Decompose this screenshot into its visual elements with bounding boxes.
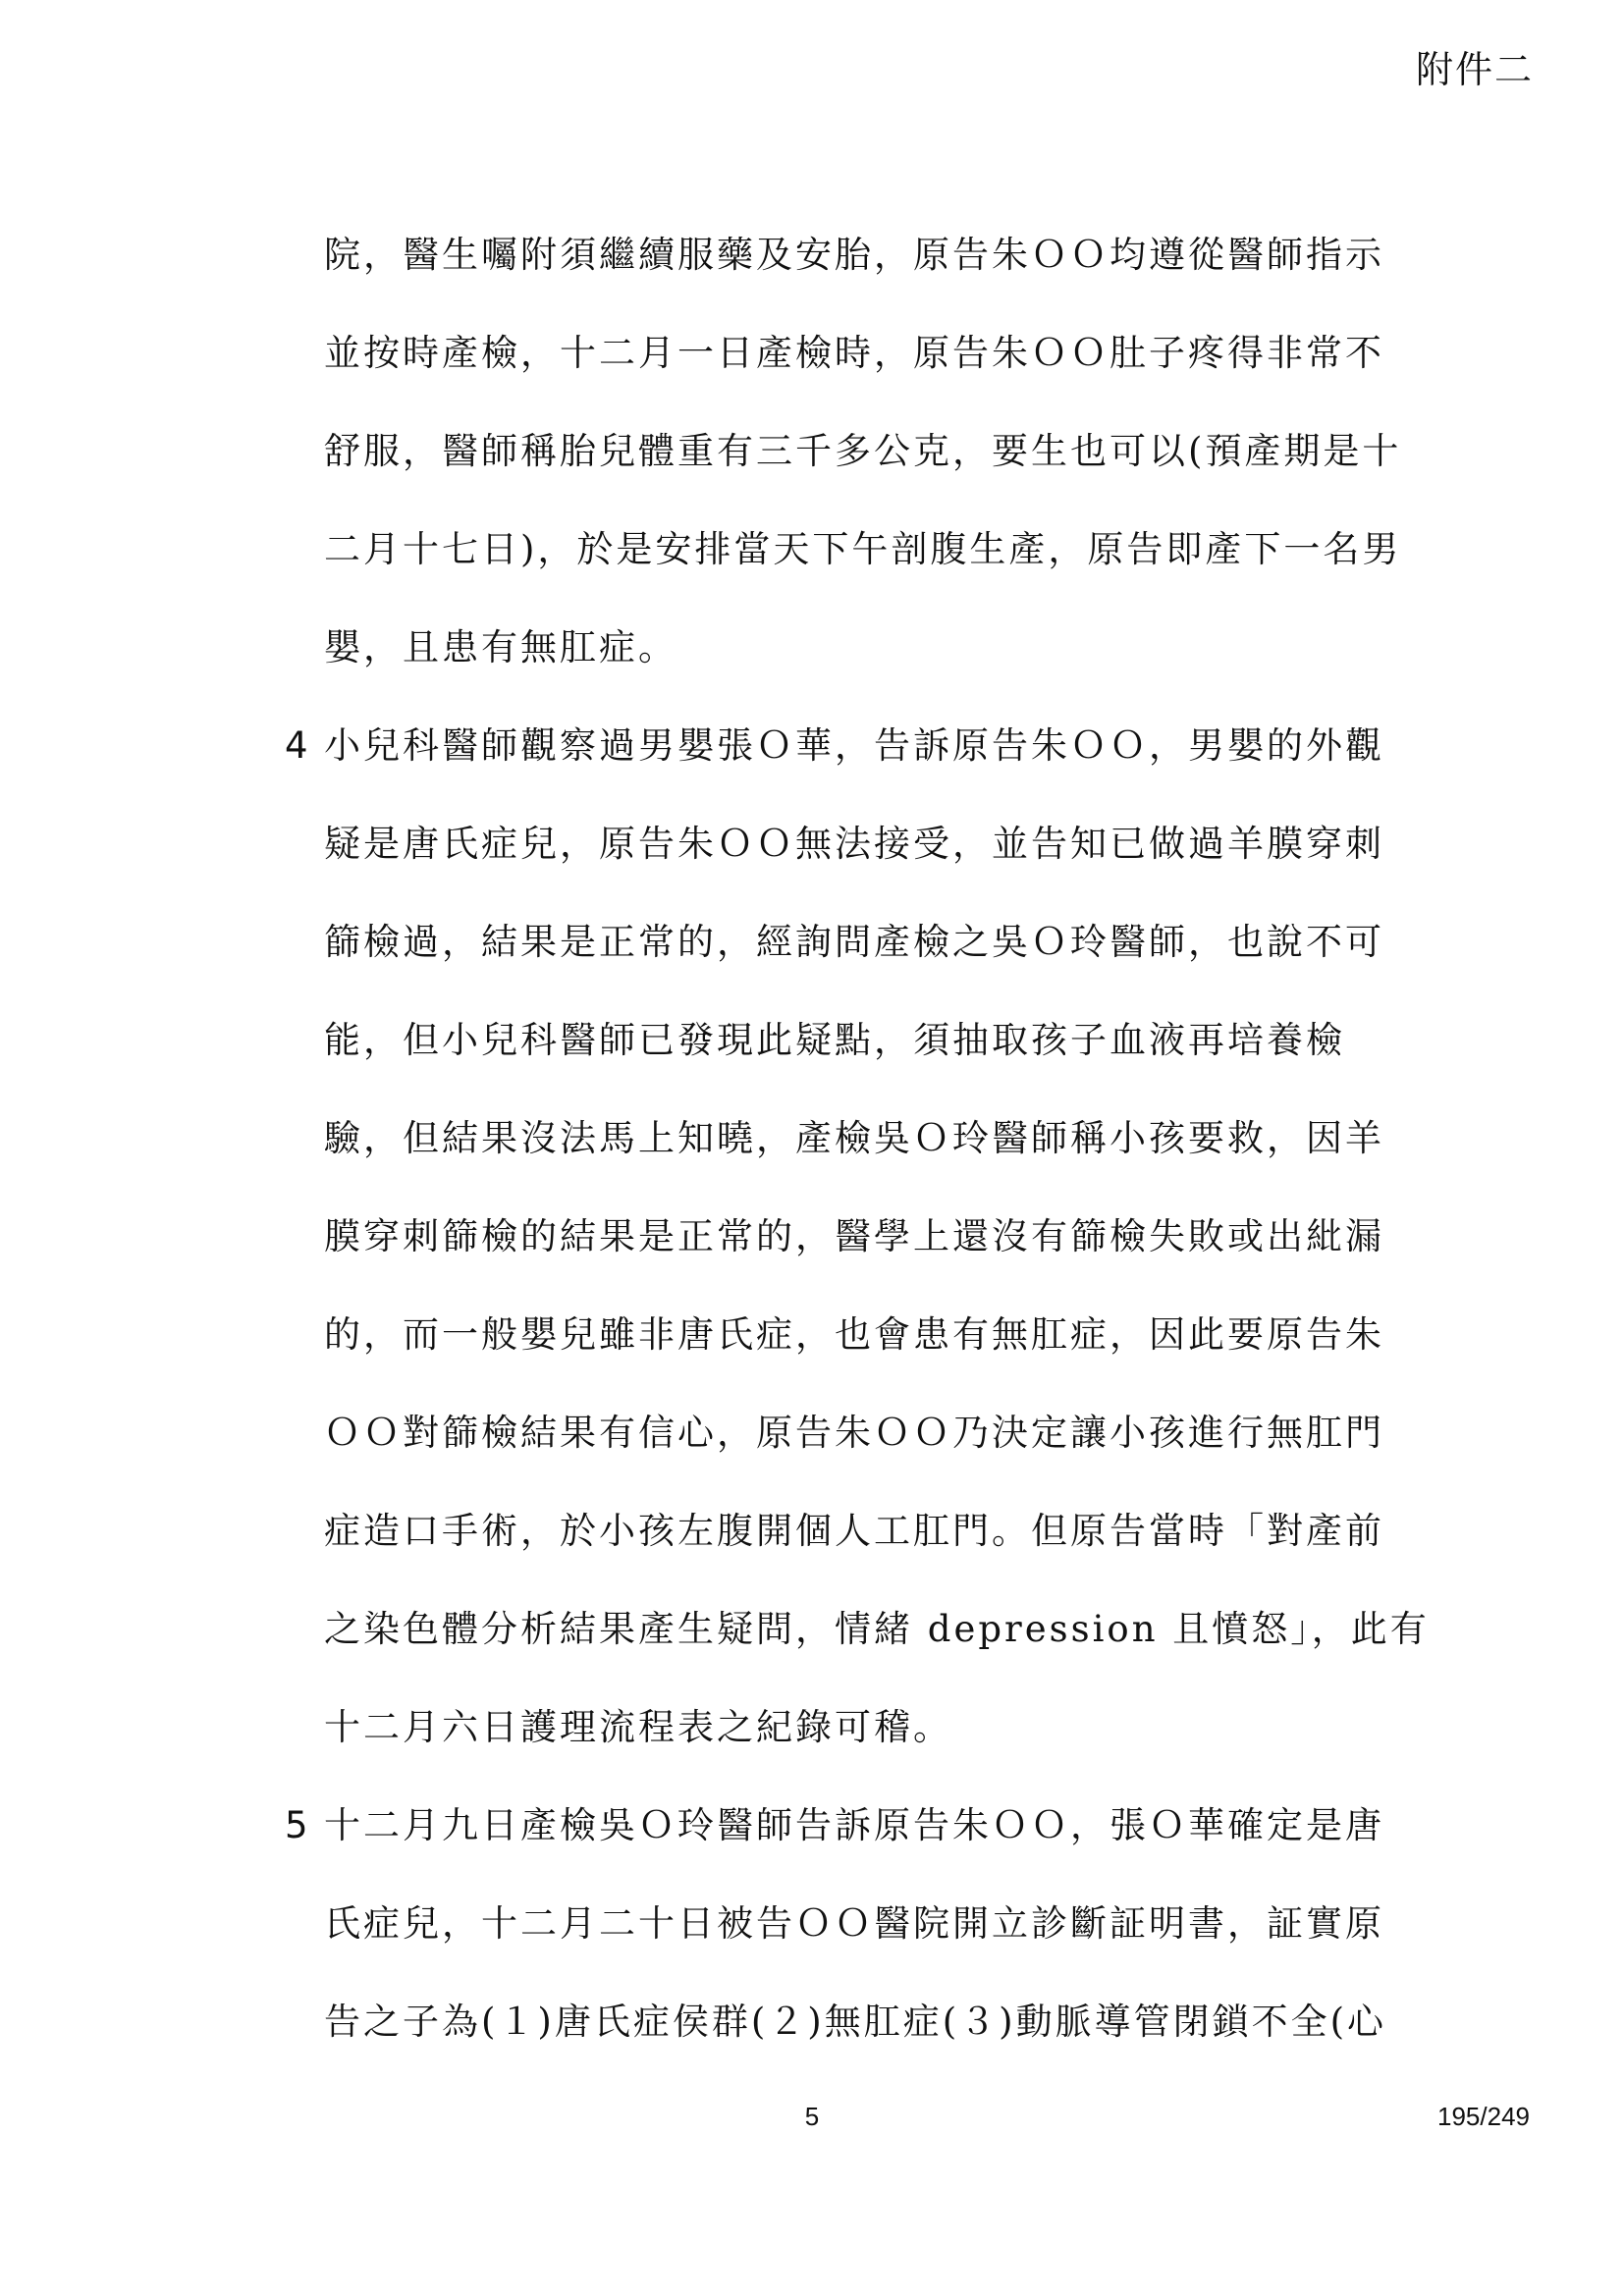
item-marker-4: 4 (285, 724, 311, 767)
text-line: 之染色體分析結果產生疑問，情緒 depression 且憤怒」，此有 (324, 1608, 1430, 1650)
text-line: 十二月九日產檢吳Ｏ玲醫師告訴原告朱ＯＯ，張Ｏ華確定是唐 (324, 1804, 1384, 1846)
text-line: 症造口手術，於小孩左腹開個人工肛門。但原告當時「對產前 (324, 1510, 1384, 1552)
text-line: 的，而一般嬰兒雖非唐氏症，也會患有無肛症，因此要原告朱 (324, 1313, 1384, 1356)
text-line: 告之子為(１)唐氏症侯群(２)無肛症(３)動脈導管閉鎖不全(心 (324, 2001, 1387, 2043)
text-line: 嬰，且患有無肛症。 (324, 626, 677, 668)
text-line: ＯＯ對篩檢結果有信心，原告朱ＯＯ乃決定讓小孩進行無肛門 (324, 1412, 1384, 1454)
attachment-label: 附件二 (1415, 48, 1534, 91)
text-line: 篩檢過，結果是正常的，經詢問產檢之吳Ｏ玲醫師，也說不可 (324, 921, 1384, 963)
text-line: 小兒科醫師觀察過男嬰張Ｏ華，告訴原告朱ＯＯ，男嬰的外觀 (324, 724, 1384, 767)
text-line: 膜穿刺篩檢的結果是正常的，醫學上還沒有篩檢失敗或出紕漏 (324, 1215, 1384, 1257)
text-line: 二月十七日)，於是安排當天下午剖腹生產，原告即產下一名男 (324, 528, 1402, 570)
page-count: 195/249 (1437, 2102, 1530, 2131)
text-line: 並按時產檢，十二月一日產檢時，原告朱ＯＯ肚子疼得非常不 (324, 332, 1384, 374)
text-line: 驗，但結果沒法馬上知曉，產檢吳Ｏ玲醫師稱小孩要救，因羊 (324, 1117, 1384, 1159)
list-item-4-first-line (285, 697, 1394, 795)
text-line: 院，醫生囑附須繼續服藥及安胎，原告朱ＯＯ均遵從醫師指示 (324, 234, 1384, 276)
text-line: 疑是唐氏症兒，原告朱ＯＯ無法接受，並告知已做過羊膜穿刺 (324, 823, 1384, 865)
item-marker-5: 5 (285, 1804, 311, 1846)
text-line: 氏症兒，十二月二十日被告ＯＯ醫院開立診斷証明書，証實原 (324, 1902, 1384, 1945)
text-line: 十二月六日護理流程表之紀錄可稽。 (324, 1706, 952, 1748)
text-line: 舒服，醫師稱胎兒體重有三千多公克，要生也可以(預產期是十 (324, 430, 1402, 472)
text-line: 能，但小兒科醫師已發現此疑點，須抽取孩子血液再培養檢 (324, 1019, 1345, 1061)
list-item-5-first-line (285, 1777, 1394, 1875)
body-text (285, 206, 1430, 2071)
page-number: 5 (804, 2102, 820, 2131)
